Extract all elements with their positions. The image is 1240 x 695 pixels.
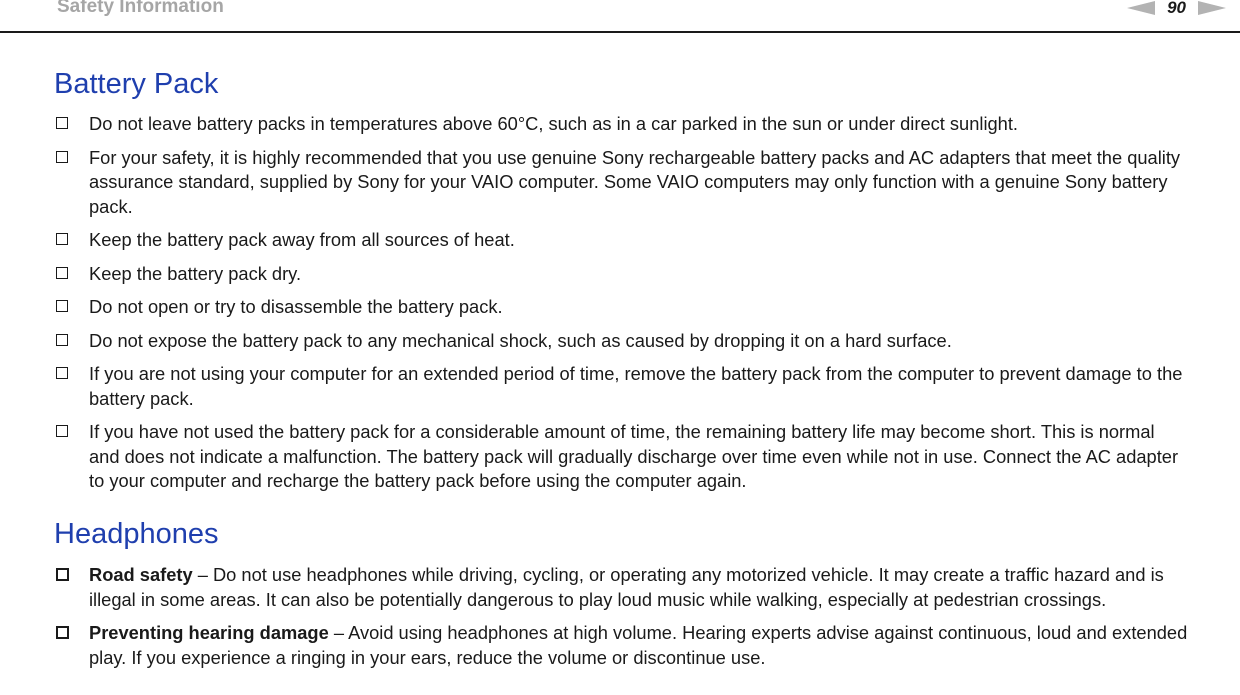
headphones-heading: Headphones	[54, 518, 219, 550]
page-navigation	[1127, 0, 1226, 18]
checkbox-bullet-icon	[56, 233, 68, 245]
list-item	[55, 329, 1190, 354]
checkbox-bullet-icon	[56, 334, 68, 346]
list-item-text: Do not expose the battery pack to any mechanical shock, such as caused by dropping it on a hard surface.	[89, 329, 952, 351]
page-header	[0, 0, 1240, 33]
list-item	[55, 146, 1190, 220]
checkbox-bullet-icon	[56, 267, 68, 279]
list-item	[55, 262, 1190, 287]
checkbox-bullet-icon	[56, 425, 68, 437]
header-title: Safety Information	[57, 0, 224, 17]
list-item	[55, 621, 1190, 670]
previous-page-arrow-icon[interactable]	[1127, 1, 1155, 15]
checkbox-bullet-icon	[56, 117, 68, 129]
list-item-text: – Do not use headphones while driving, cycling, or operating any motorized vehicle. It may create a traffic hazard and is illegal in some areas. It can also be potentially dangerous to play loud music while walking, especially at pedestrian crossings.	[89, 564, 1164, 610]
list-item-text: Keep the battery pack dry.	[89, 262, 302, 284]
battery-pack-list	[55, 112, 1190, 503]
checkbox-bullet-icon	[56, 568, 69, 581]
list-item	[55, 228, 1190, 253]
list-item	[55, 362, 1190, 411]
checkbox-bullet-icon	[56, 626, 69, 639]
list-item-text: – Avoid using headphones at high volume. Hearing experts advise against continuous, loud and extended play. If you experience a ringing in your ears, reduce the volume or discontinue use.	[89, 622, 1188, 668]
list-item	[55, 112, 1190, 137]
checkbox-bullet-icon	[56, 300, 68, 312]
battery-pack-heading: Battery Pack	[54, 68, 219, 100]
list-item-text: Keep the battery pack away from all sources of heat.	[89, 229, 515, 250]
checkbox-bullet-icon	[56, 367, 68, 379]
next-page-arrow-icon[interactable]	[1198, 1, 1226, 15]
list-item-text: Do not leave battery packs in temperatures above 60°C, such as in a car parked in the sun or under direct sunlight.	[89, 113, 1018, 134]
page-number: 90	[1167, 0, 1186, 17]
list-item-text: If you are not using your computer for an extended period of time, remove the battery pack from the computer to prevent damage to the battery pack.	[89, 363, 1183, 409]
checkbox-bullet-icon	[56, 151, 68, 163]
list-item-text: Do not open or try to disassemble the battery pack.	[89, 296, 503, 317]
list-item-lead: Road safety	[89, 564, 193, 585]
list-item-text: If you have not used the battery pack for a considerable amount of time, the remaining battery life may become short. This is normal and does not indicate a malfunction. The battery pack will gradually discharge over time even while not in use. Connect the AC adapter to your computer and recharge the battery pack before using the computer again.	[89, 421, 1179, 491]
list-item-text: For your safety, it is highly recommended that you use genuine Sony rechargeable battery packs and AC adapters that meet the quality assurance standard, supplied by Sony for your VAIO computer. Some VAIO computers may only function with a genuine Sony battery pack.	[89, 146, 1181, 217]
list-item	[55, 563, 1190, 612]
list-item	[55, 295, 1190, 320]
list-item-lead: Preventing hearing damage	[89, 622, 329, 643]
list-item	[55, 420, 1190, 494]
headphones-list	[55, 563, 1190, 679]
